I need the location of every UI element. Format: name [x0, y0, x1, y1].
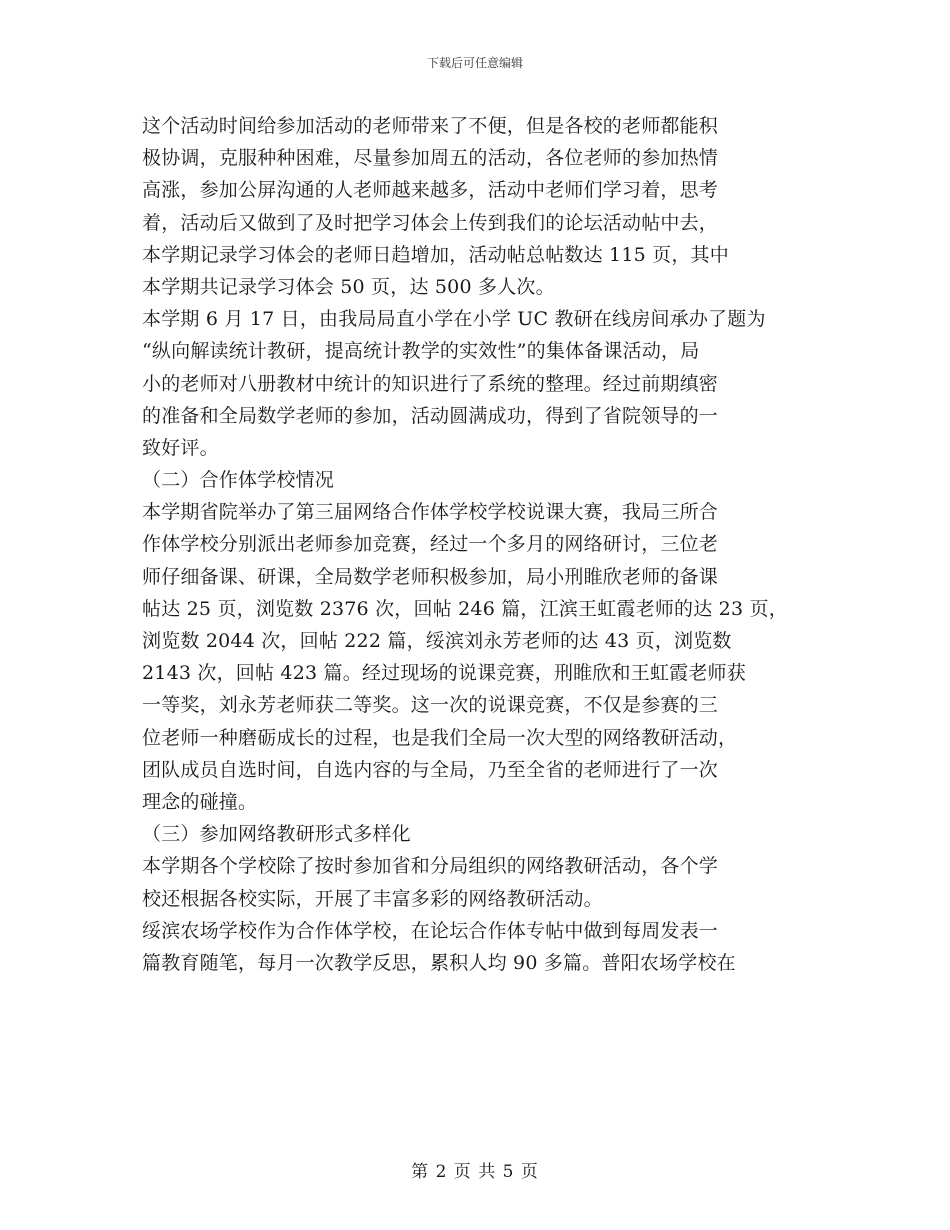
text-line: 浏览数 2044 次，回帖 222 篇，绥滨刘永芳老师的达 43 页，浏览数 — [142, 630, 732, 652]
text-line: “纵向解读统计教研，提高统计教学的实效性”的集体备课活动，局 — [142, 340, 700, 363]
text-line: 的准备和全局数学老师的参加，活动圆满成功，得到了省院领导的一 — [142, 404, 719, 427]
text-line: 校还根据各校实际，开展了丰富多彩的网络教研活动。 — [142, 887, 603, 910]
text-line: （二）合作体学校情况 — [142, 469, 335, 492]
page-header: 下载后可任意编辑 — [426, 56, 523, 70]
text-line: 本学期共记录学习体会 50 页，达 500 多人次。 — [142, 275, 555, 298]
text-line: 本学期 6 月 17 日，由我局局直小学在小学 UC 教研在线房间承办了题为 — [142, 308, 766, 331]
document-body — [142, 110, 822, 979]
page-footer: 第 2 页 共 5 页 — [411, 1162, 539, 1182]
text-line: 团队成员自选时间，自选内容的与全局，乃至全省的老师进行了一次 — [142, 758, 719, 781]
text-line: 着，活动后又做到了及时把学习体会上传到我们的论坛活动帖中去， — [142, 211, 719, 234]
text-line: 师仔细备课、研课，全局数学老师积极参加，局小刑睢欣老师的备课 — [142, 565, 719, 588]
text-line: 本学期记录学习体会的老师日趋增加，活动帖总帖数达 115 页，其中 — [142, 243, 729, 266]
text-line: （三）参加网络教研形式多样化 — [142, 823, 411, 846]
text-line: 这个活动时间给参加活动的老师带来了不便，但是各校的老师都能积 — [142, 115, 719, 137]
text-line: 2143 次，回帖 423 篇。经过现场的说课竞赛，刑睢欣和王虹霞老师获 — [142, 662, 746, 685]
text-line: 一等奖，刘永芳老师获二等奖。这一次的说课竞赛，不仅是参赛的三 — [142, 694, 719, 717]
text-line: 位老师一种磨砺成长的过程，也是我们全局一次大型的网络教研活动， — [142, 726, 738, 749]
text-line: 本学期省院举办了第三届网络合作体学校学校说课大赛，我局三所合 — [142, 501, 719, 524]
text-line: 理念的碰撞。 — [142, 790, 258, 813]
text-line: 作体学校分别派出老师参加竞赛，经过一个多月的网络研讨，三位老 — [142, 533, 719, 556]
text-line: 帖达 25 页，浏览数 2376 次，回帖 246 篇，江滨王虹霞老师的达 23 页， — [142, 597, 788, 620]
text-line: 极协调，克服种种困难，尽量参加周五的活动，各位老师的参加热情 — [142, 147, 719, 170]
text-line: 绥滨农场学校作为合作体学校，在论坛合作体专帖中做到每周发表一 — [142, 919, 719, 942]
text-line: 篇教育随笔，每月一次教学反思，累积人均 90 多篇。普阳农场学校在 — [142, 951, 736, 974]
text-line: 小的老师对八册教材中统计的知识进行了系统的整理。经过前期缜密 — [142, 372, 719, 395]
text-line: 致好评。 — [142, 436, 219, 459]
text-line: 高涨，参加公屏沟通的人老师越来越多，活动中老师们学习着，思考 — [142, 179, 719, 202]
text-line: 本学期各个学校除了按时参加省和分局组织的网络教研活动，各个学 — [142, 855, 719, 878]
